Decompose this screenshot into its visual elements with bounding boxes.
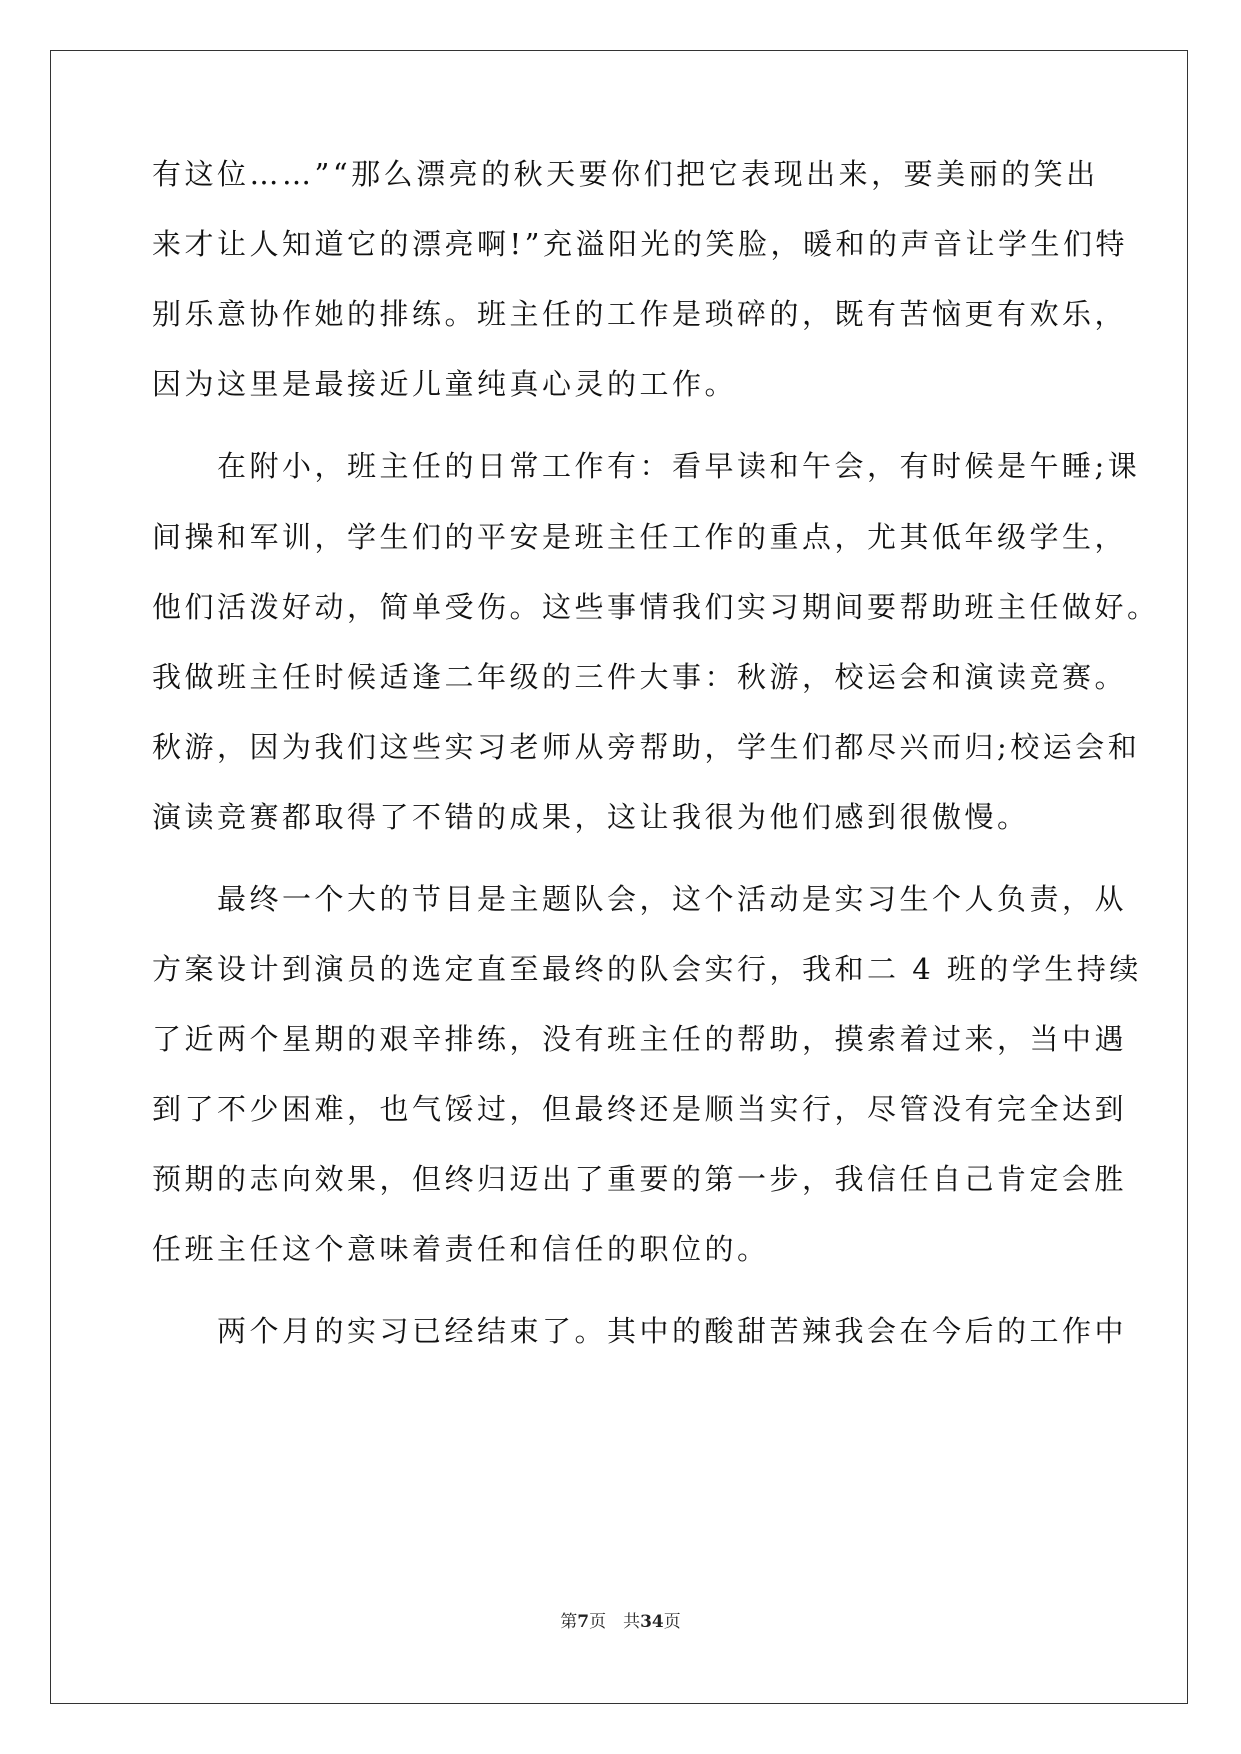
text-line: 秋游，因为我们这些实习老师从旁帮助，学生们都尽兴而归;校运会和: [152, 730, 1141, 764]
text-line: 预期的志向效果，但终归迈出了重要的第一步，我信任自己肯定会胜: [152, 1162, 1128, 1196]
text-line: 最终一个大的节目是主题队会，这个活动是实习生个人负责，从: [152, 882, 1128, 916]
text-line: 间操和军训，学生们的平安是班主任工作的重点，尤其低年级学生，: [152, 520, 1128, 554]
text-line: 在附小，班主任的日常工作有：看早读和午会，有时候是午睡;课: [152, 449, 1141, 483]
text-line: 方案设计到演员的选定直至最终的队会实行，我和二 4 班的学生持续: [152, 952, 1142, 986]
text-line: 因为这里是最接近儿童纯真心灵的工作。: [152, 367, 738, 401]
text-line: 他们活泼好动，简单受伤。这些事情我们实习期间要帮助班主任做好。: [152, 590, 1160, 624]
text-line: 我做班主任时候适逢二年级的三件大事：秋游，校运会和演读竞赛。: [152, 660, 1128, 694]
page-label-suffix: 页: [663, 1612, 681, 1632]
page-footer: [0, 1607, 1241, 1632]
page-total: 34: [640, 1612, 664, 1632]
text-line: 两个月的实习已经结束了。其中的酸甜苦辣我会在今后的工作中: [152, 1314, 1128, 1348]
text-line: 别乐意协作她的排练。班主任的工作是琐碎的，既有苦恼更有欢乐，: [152, 297, 1128, 331]
text-line: 有这位……”“那么漂亮的秋天要你们把它表现出来，要美丽的笑出: [152, 157, 1099, 191]
page-label-prefix: 第: [560, 1612, 578, 1632]
text-line: 演读竞赛都取得了不错的成果，这让我很为他们感到很傲慢。: [152, 800, 1030, 834]
text-line: 到了不少困难，也气馁过，但最终还是顺当实行，尽管没有完全达到: [152, 1092, 1128, 1126]
text-line: 任班主任这个意味着责任和信任的职位的。: [152, 1232, 770, 1266]
page-label-mid: 页 共: [589, 1612, 641, 1632]
text-line: 了近两个星期的艰辛排练，没有班主任的帮助，摸索着过来，当中遇: [152, 1022, 1128, 1056]
page-number: 7: [577, 1612, 590, 1632]
text-line: 来才让人知道它的漂亮啊!”充溢阳光的笑脸，暖和的声音让学生们特: [152, 227, 1128, 261]
